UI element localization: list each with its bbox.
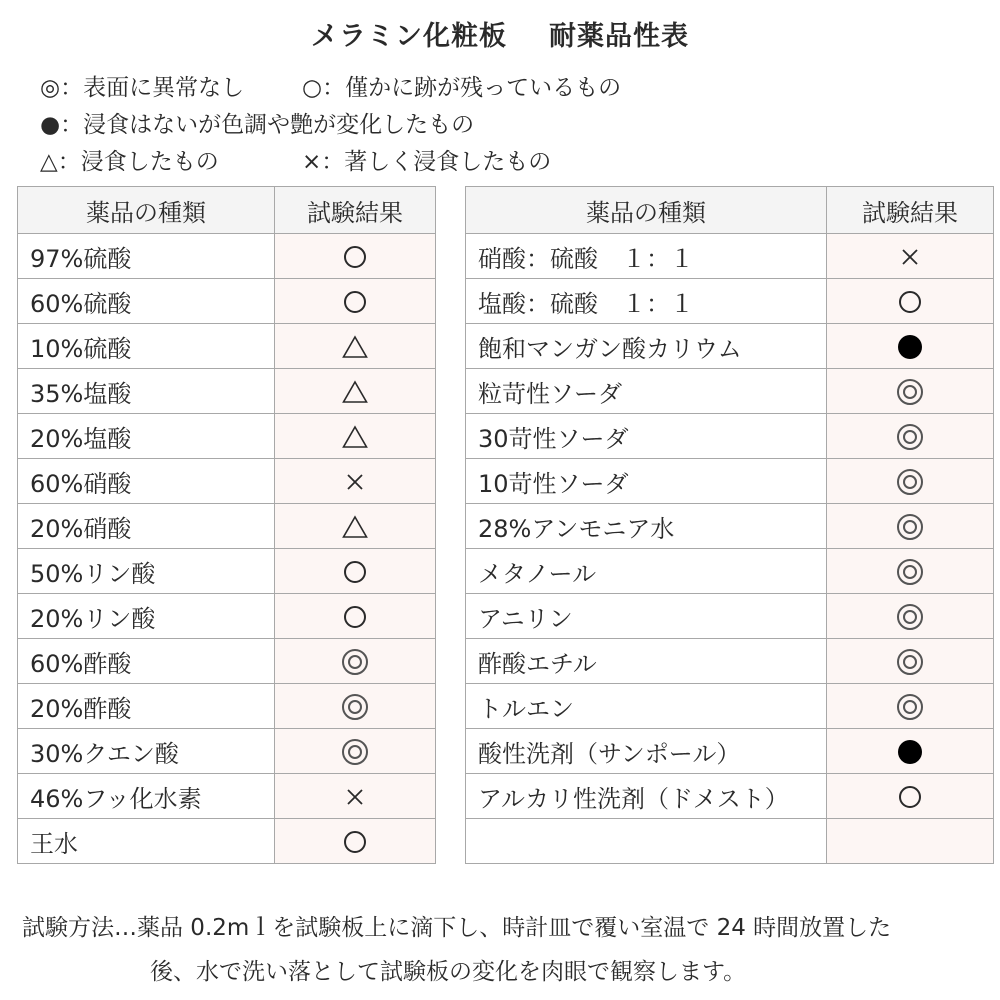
test-result — [827, 549, 994, 594]
circle-icon — [344, 831, 366, 853]
chemical-name: 30%クエン酸 — [18, 729, 275, 774]
chemical-name: 60%硫酸 — [18, 279, 275, 324]
triangle-icon — [342, 335, 368, 359]
legend-triangle: △：浸食したもの — [40, 149, 219, 175]
table-header-row — [466, 187, 994, 234]
circle-icon — [344, 561, 366, 583]
table-row — [466, 684, 994, 729]
title-part1: メラミン化粧板 — [311, 21, 507, 52]
chemical-name: 60%硝酸 — [18, 459, 275, 504]
test-result — [827, 234, 994, 279]
table-row — [466, 504, 994, 549]
table-header-row — [18, 187, 436, 234]
note-line-1: 試験方法…薬品 0.2mｌを試験板上に滴下し、時計皿で覆い室温で 24 時間放置した — [22, 915, 892, 941]
header-result: 試験結果 — [827, 187, 994, 234]
test-result — [275, 549, 436, 594]
table-row — [18, 549, 436, 594]
circle-icon — [899, 291, 921, 313]
test-result — [827, 774, 994, 819]
table-row — [466, 729, 994, 774]
legend-line-3 — [40, 144, 621, 181]
header-chemical: 薬品の種類 — [18, 187, 275, 234]
table-row — [18, 234, 436, 279]
test-result — [275, 774, 436, 819]
table-row — [18, 774, 436, 819]
table-row — [466, 639, 994, 684]
double-circle-icon — [897, 514, 923, 540]
test-result — [827, 459, 994, 504]
test-result — [275, 594, 436, 639]
table-row — [466, 234, 994, 279]
chemical-name: アニリン — [466, 594, 827, 639]
cross-icon — [900, 247, 920, 267]
chemical-name: 28%アンモニア水 — [466, 504, 827, 549]
chemical-name: 粒苛性ソーダ — [466, 369, 827, 414]
test-result — [827, 639, 994, 684]
chemical-name: 60%酢酸 — [18, 639, 275, 684]
test-result — [827, 594, 994, 639]
test-result — [275, 369, 436, 414]
triangle-icon — [342, 425, 368, 449]
test-result — [827, 504, 994, 549]
chemical-name: 硝酸：硫酸 １：１ — [466, 234, 827, 279]
test-result — [275, 414, 436, 459]
table-row — [466, 369, 994, 414]
test-result — [275, 819, 436, 864]
test-result — [275, 639, 436, 684]
header-result: 試験結果 — [275, 187, 436, 234]
cross-icon — [345, 472, 365, 492]
table-row — [18, 684, 436, 729]
table-row — [18, 279, 436, 324]
double-circle-icon — [342, 694, 368, 720]
right-results-table — [465, 186, 994, 864]
table-row — [466, 279, 994, 324]
triangle-icon — [342, 515, 368, 539]
chemical-name: 20%硝酸 — [18, 504, 275, 549]
legend-filled-circle: ●：浸食はないが色調や艶が変化したもの — [40, 112, 475, 138]
table-row — [466, 594, 994, 639]
table-row — [18, 414, 436, 459]
chemical-name: 10苛性ソーダ — [466, 459, 827, 504]
chemical-name: トルエン — [466, 684, 827, 729]
circle-icon — [344, 291, 366, 313]
circle-icon — [344, 246, 366, 268]
chemical-name: 塩酸：硫酸 １：１ — [466, 279, 827, 324]
triangle-icon — [342, 380, 368, 404]
table-row — [466, 549, 994, 594]
test-result — [275, 279, 436, 324]
cross-icon — [345, 787, 365, 807]
legend-line-2 — [40, 107, 621, 144]
chemical-name: 飽和マンガン酸カリウム — [466, 324, 827, 369]
chemical-name: 20%酢酸 — [18, 684, 275, 729]
table-row — [466, 819, 994, 864]
legend-cross: ×：著しく浸食したもの — [302, 149, 552, 175]
chemical-name: 20%リン酸 — [18, 594, 275, 639]
test-result — [275, 459, 436, 504]
double-circle-icon — [897, 379, 923, 405]
table-row — [18, 324, 436, 369]
note-line-2: 後、水で洗い落として試験板の変化を肉眼で観察します。 — [150, 959, 747, 985]
table-row — [18, 639, 436, 684]
header-chemical: 薬品の種類 — [466, 187, 827, 234]
table-row — [18, 504, 436, 549]
chemical-name: 30苛性ソーダ — [466, 414, 827, 459]
test-result — [827, 684, 994, 729]
test-result — [275, 324, 436, 369]
table-row — [466, 414, 994, 459]
legend-circle: ○：僅かに跡が残っているもの — [302, 75, 622, 101]
table-row — [466, 459, 994, 504]
table-row — [466, 324, 994, 369]
circle-icon — [344, 606, 366, 628]
chemical-name — [466, 819, 827, 864]
test-result — [275, 729, 436, 774]
double-circle-icon — [897, 469, 923, 495]
title-part2: 耐薬品性表 — [549, 21, 689, 52]
legend — [40, 70, 621, 181]
chemical-name: 46%フッ化水素 — [18, 774, 275, 819]
double-circle-icon — [342, 649, 368, 675]
chemical-name: 酸性洗剤（サンポール） — [466, 729, 827, 774]
left-results-table — [17, 186, 436, 864]
table-row — [18, 459, 436, 504]
double-circle-icon — [897, 559, 923, 585]
chemical-name: アルカリ性洗剤（ドメスト） — [466, 774, 827, 819]
test-result — [827, 819, 994, 864]
test-method-note — [22, 906, 982, 994]
double-circle-icon — [342, 739, 368, 765]
table-row — [466, 774, 994, 819]
double-circle-icon — [897, 694, 923, 720]
chemical-name: 10%硫酸 — [18, 324, 275, 369]
chemical-name: 50%リン酸 — [18, 549, 275, 594]
test-result — [827, 279, 994, 324]
table-row — [18, 729, 436, 774]
test-result — [827, 414, 994, 459]
table-row — [18, 819, 436, 864]
chemical-name: 酢酸エチル — [466, 639, 827, 684]
legend-line-1 — [40, 70, 621, 107]
table-row — [18, 369, 436, 414]
test-result — [827, 369, 994, 414]
double-circle-icon — [897, 649, 923, 675]
filled-circle-icon — [898, 740, 922, 764]
chemical-name: メタノール — [466, 549, 827, 594]
circle-icon — [899, 786, 921, 808]
test-result — [827, 729, 994, 774]
filled-circle-icon — [898, 335, 922, 359]
chemical-name: 35%塩酸 — [18, 369, 275, 414]
table-row — [18, 594, 436, 639]
legend-double-circle: ◎：表面に異常なし — [40, 75, 245, 101]
chemical-name: 97%硫酸 — [18, 234, 275, 279]
test-result — [827, 324, 994, 369]
test-result — [275, 684, 436, 729]
chemical-name: 20%塩酸 — [18, 414, 275, 459]
test-result — [275, 504, 436, 549]
double-circle-icon — [897, 604, 923, 630]
page-title — [0, 14, 1000, 53]
chemical-name: 王水 — [18, 819, 275, 864]
test-result — [275, 234, 436, 279]
double-circle-icon — [897, 424, 923, 450]
